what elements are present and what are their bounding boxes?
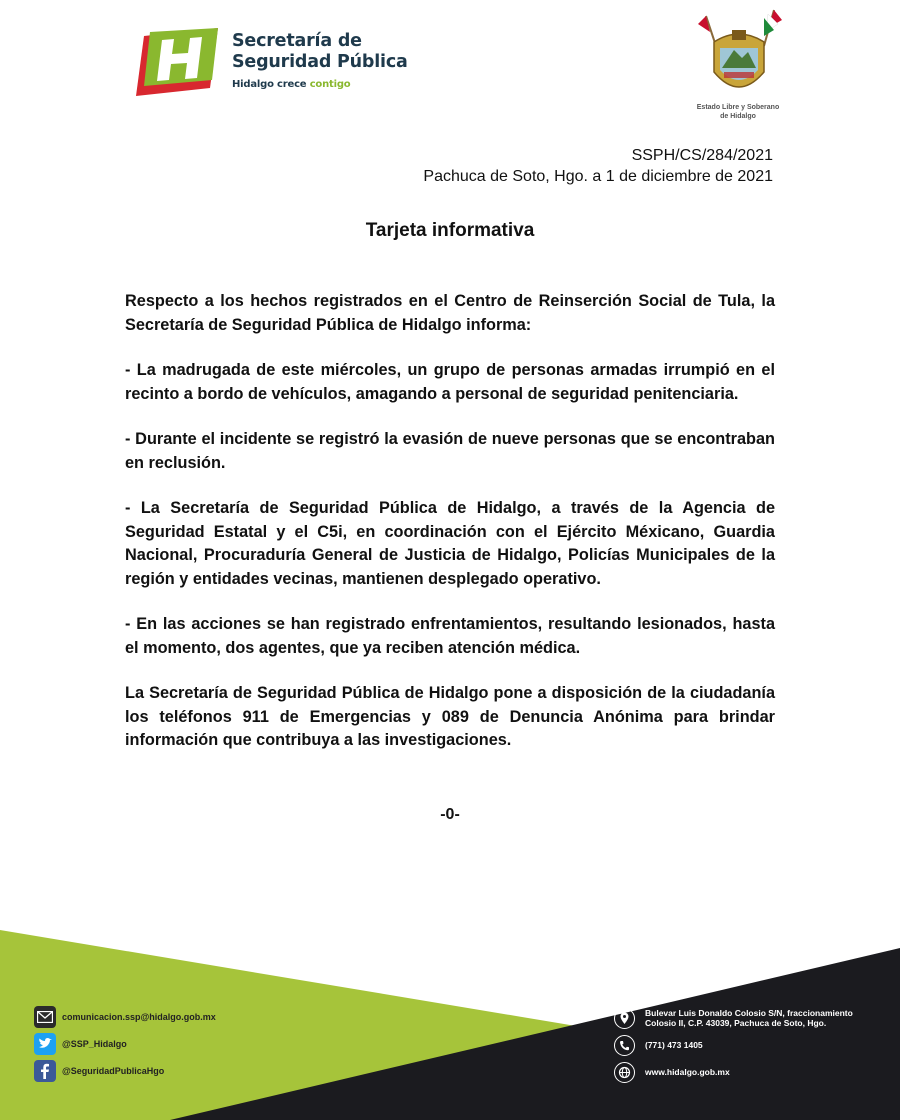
footer-address-line1: Bulevar Luis Donaldo Colosio S/N, fraccionamiento [645, 1008, 853, 1018]
footer-website[interactable]: www.hidalgo.gob.mx [645, 1067, 730, 1077]
crest-caption [682, 103, 794, 121]
body-paragraph: - La madrugada de este miércoles, un grupo de personas armadas irrumpió en el recinto a bordo de vehículos, amagando a personal de seguridad penitenciaria. [125, 361, 775, 403]
footer-facebook-row [34, 1060, 164, 1082]
crest-caption-line1: Estado Libre y Soberano [696, 104, 780, 111]
logo-slogan-accent: contigo [309, 79, 351, 90]
reference-block [423, 145, 773, 187]
logo-title-line1: Secretaría de [232, 31, 362, 51]
ssp-logo-mark [136, 28, 218, 96]
facebook-icon [34, 1060, 56, 1082]
footer-address [645, 1008, 853, 1028]
reference-place-date: Pachuca de Soto, Hgo. a 1 de diciembre de 2021 [423, 168, 773, 185]
phone-icon [614, 1035, 635, 1056]
logo-slogan-main: Hidalgo crece [232, 79, 307, 90]
reference-code: SSPH/CS/284/2021 [631, 147, 773, 164]
document-body [125, 290, 775, 775]
body-paragraph: Respecto a los hechos registrados en el Centro de Reinserción Social de Tula, la Secretaría de Seguridad Pública de Hidalgo informa: [125, 292, 775, 334]
map-pin-icon [614, 1008, 635, 1029]
footer-twitter-row [34, 1033, 127, 1055]
body-paragraph: - La Secretaría de Seguridad Pública de Hidalgo, a través de la Agencia de Seguridad Estatal y el C5i, en coordinación con el Ejército Méxicano, Guardia Nacional, Procuraduría General de Justicia de Hidalgo, Policías Municipales de la región y entidades vecinas, mantienen desplegado operativo. [125, 499, 775, 588]
footer-phone-row [614, 1035, 703, 1056]
logo-slogan [232, 79, 408, 90]
body-paragraph: - En las acciones se han registrado enfrentamientos, resultando lesionados, hasta el momento, dos agentes, que ya reciben atención médica. [125, 615, 775, 657]
body-paragraph: La Secretaría de Seguridad Pública de Hidalgo pone a disposición de la ciudadanía los teléfonos 911 de Emergencias y 089 de Denuncia Anónima para brindar información que contribuya a las investigaciones. [125, 684, 775, 749]
footer-address-line2: Colosio II, C.P. 43039, Pachuca de Soto, Hgo. [645, 1018, 827, 1028]
footer-email-row [34, 1006, 216, 1028]
envelope-icon [34, 1006, 56, 1028]
footer-email[interactable]: comunicacion.ssp@hidalgo.gob.mx [62, 1012, 216, 1022]
footer-phone: (771) 473 1405 [645, 1040, 703, 1050]
hidalgo-crest-emblem [694, 6, 784, 98]
footer-address-row [614, 1008, 853, 1029]
logo-title-line2: Seguridad Pública [232, 52, 408, 72]
document-title: Tarjeta informativa [365, 220, 535, 241]
footer-website-row [614, 1062, 730, 1083]
closing-mark: -0- [440, 806, 460, 823]
body-paragraph: - Durante el incidente se registró la evasión de nueve personas que se encontraban en reclusión. [125, 430, 775, 472]
crest-caption-line2: de Hidalgo [720, 113, 756, 120]
footer-twitter[interactable]: @SSP_Hidalgo [62, 1039, 127, 1049]
ssp-logo-text [232, 31, 408, 90]
footer-facebook[interactable]: @SeguridadPublicaHgo [62, 1066, 165, 1076]
twitter-icon [34, 1033, 56, 1055]
globe-icon [614, 1062, 635, 1083]
